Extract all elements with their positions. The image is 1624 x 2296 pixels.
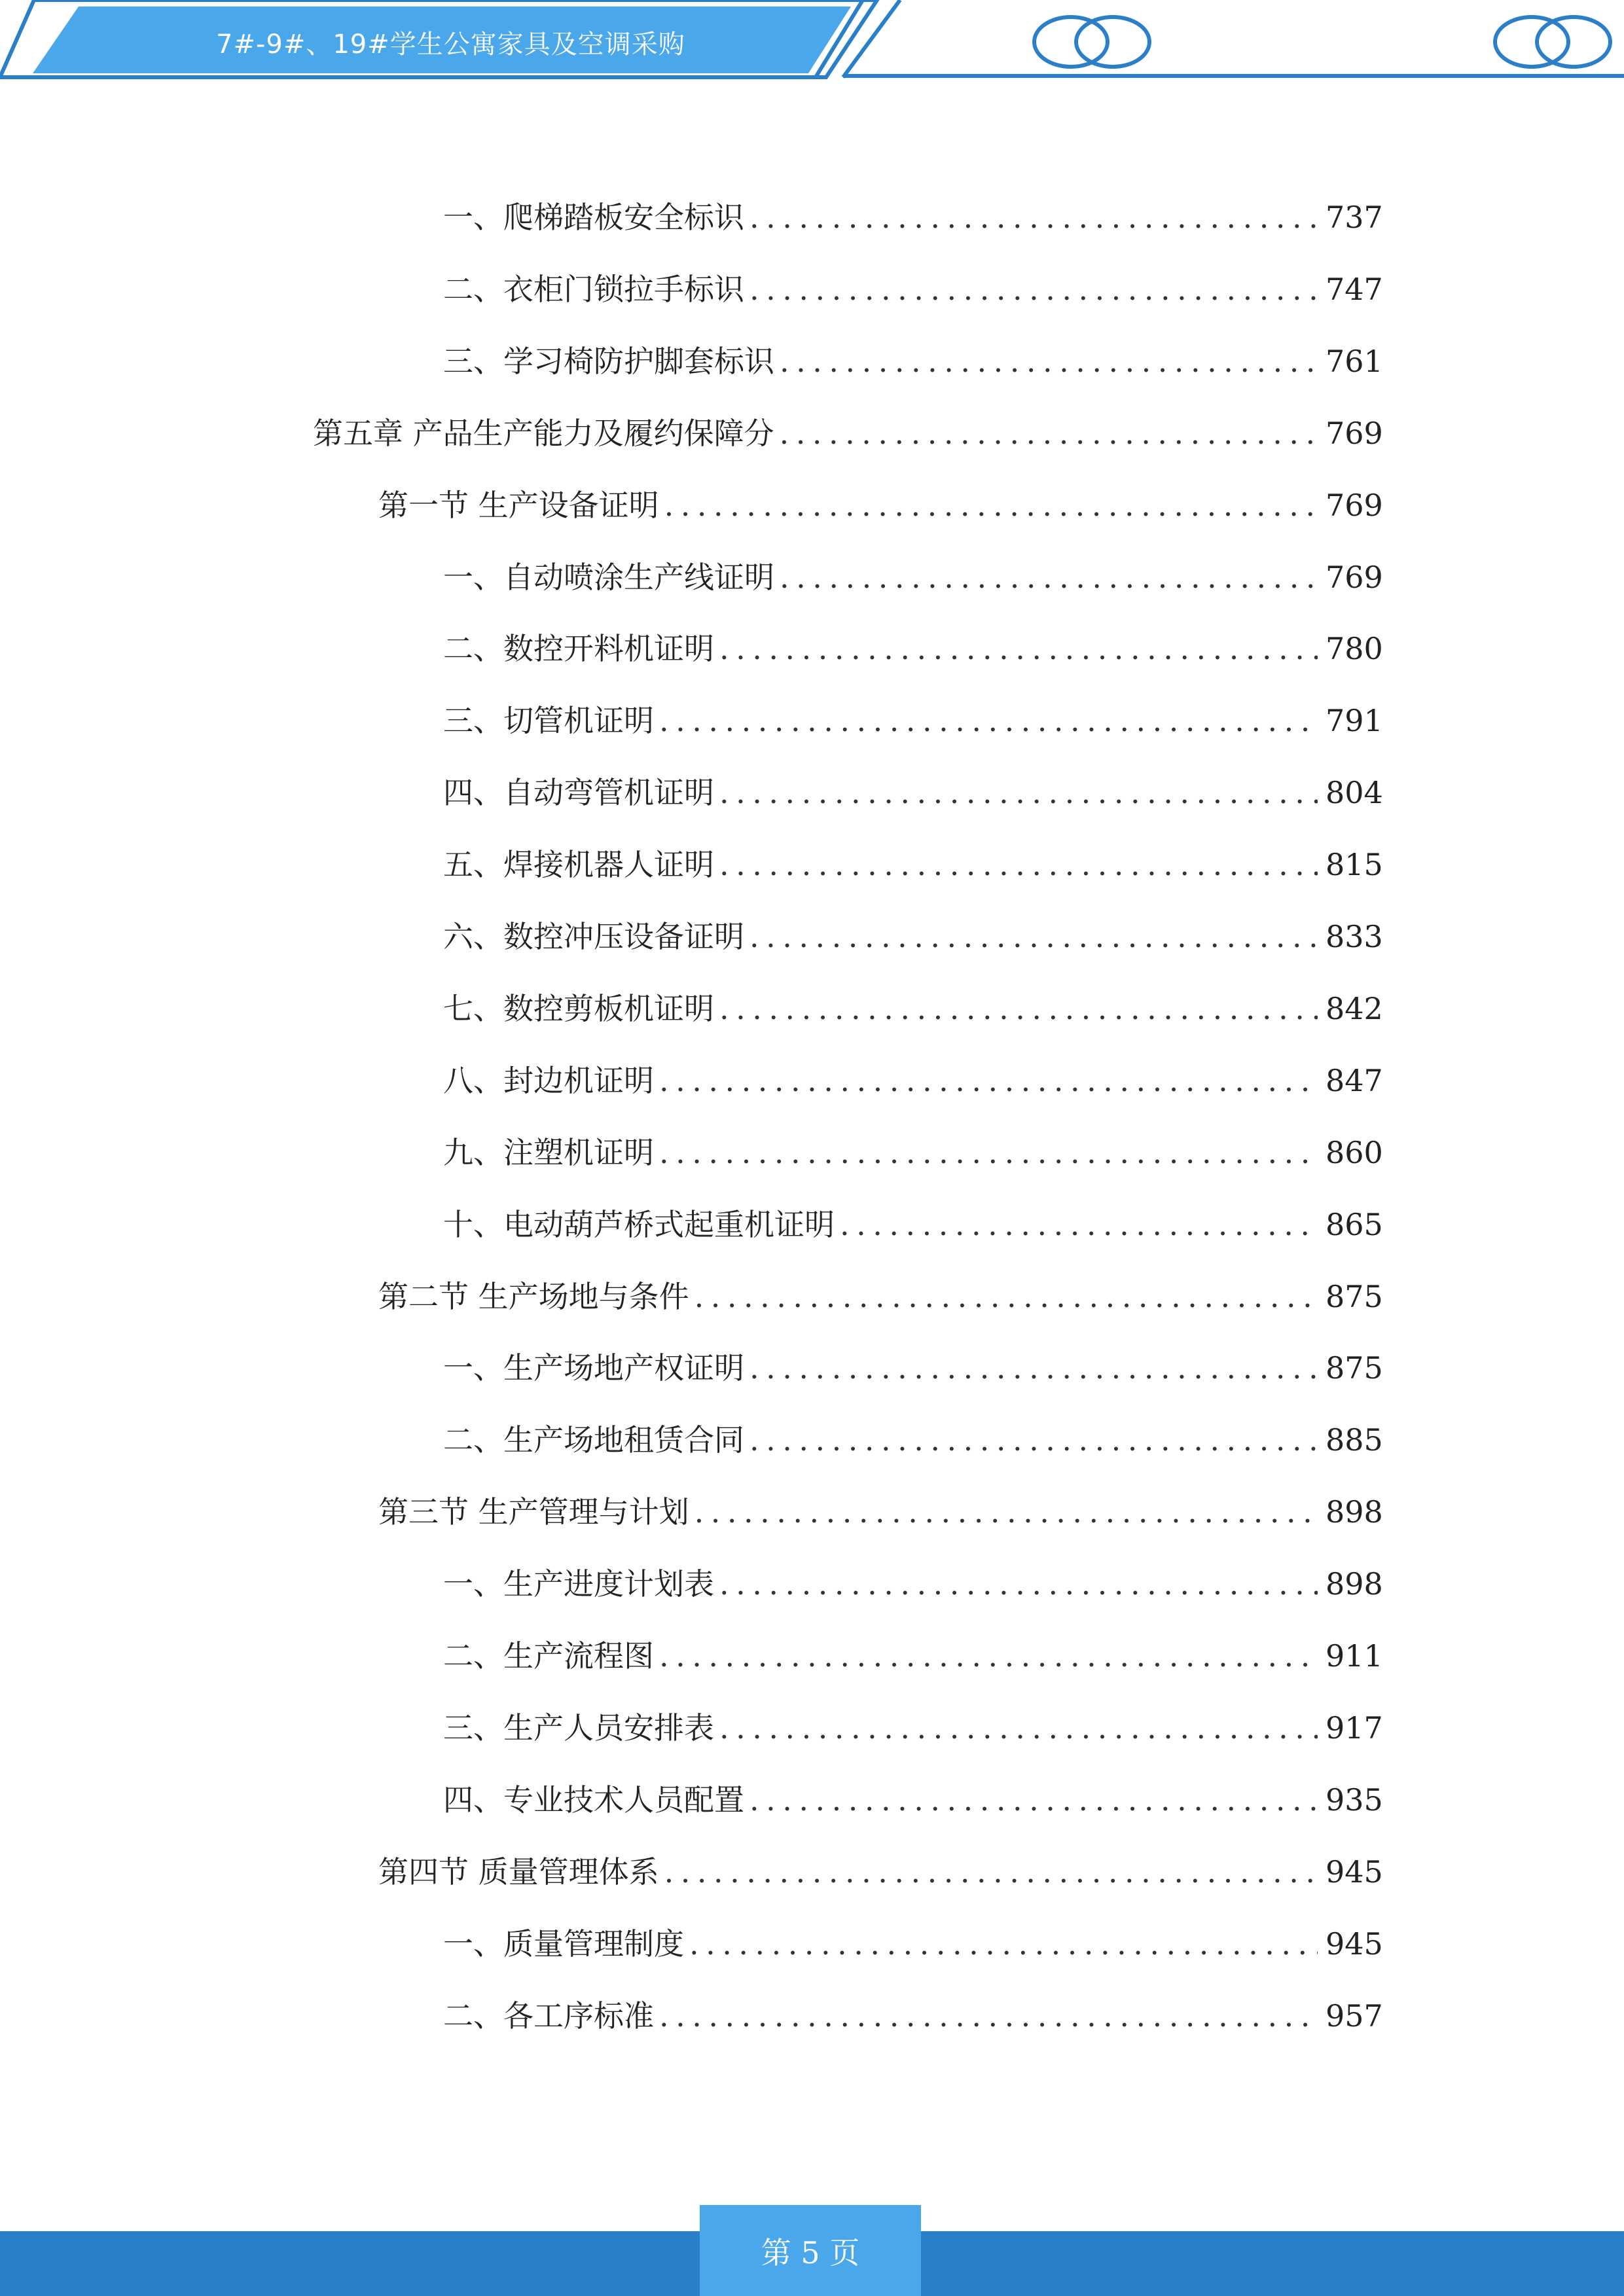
toc-dot-leader <box>659 1126 1318 1179</box>
toc-entry-title: 自动喷涂生产线证明 <box>503 560 774 595</box>
toc-entry-title: 第四节 质量管理体系 <box>378 1854 659 1890</box>
toc-entry-page: 847 <box>1326 1063 1383 1098</box>
toc-entry[interactable] <box>443 910 1383 963</box>
toc-entry-number: 一、 <box>443 1566 503 1602</box>
toc-entry-page: 747 <box>1326 272 1383 307</box>
toc-entry-page: 945 <box>1326 1854 1383 1890</box>
toc-dot-leader <box>719 766 1318 819</box>
toc-entry-title: 生产流程图 <box>503 1638 654 1674</box>
toc-entry-page: 761 <box>1326 344 1383 379</box>
toc-entry-number: 一、 <box>443 560 503 595</box>
toc-entry-number: 二、 <box>443 272 503 307</box>
toc-entry[interactable] <box>443 1774 1383 1826</box>
toc-entry-page: 957 <box>1326 1998 1383 2034</box>
toc-dot-leader <box>659 1630 1318 1682</box>
toc-entry-number: 二、 <box>443 1998 503 2034</box>
toc-entry[interactable] <box>443 191 1383 243</box>
toc-entry[interactable] <box>443 551 1383 603</box>
toc-entry-title: 爬梯踏板安全标识 <box>503 200 744 235</box>
toc-entry-number: 六、 <box>443 919 503 954</box>
toc-entry[interactable] <box>443 982 1383 1035</box>
toc-dot-leader <box>749 191 1318 243</box>
toc-entry[interactable] <box>443 335 1383 387</box>
toc-entry-page: 769 <box>1326 488 1383 523</box>
toc-entry-number: 九、 <box>443 1135 503 1170</box>
toc-entry-page: 769 <box>1326 416 1383 451</box>
toc-dot-leader <box>659 694 1318 747</box>
toc-entry-title: 生产进度计划表 <box>503 1566 714 1602</box>
toc-dot-leader <box>719 622 1318 675</box>
toc-entry[interactable] <box>443 1918 1383 1970</box>
toc-entry-title: 生产场地租赁合同 <box>503 1422 744 1458</box>
toc-dot-leader <box>780 407 1318 459</box>
toc-entry[interactable] <box>443 1630 1383 1682</box>
toc-entry[interactable] <box>443 694 1383 747</box>
toc-entry-number: 二、 <box>443 1638 503 1674</box>
toc-entry[interactable] <box>443 1558 1383 1610</box>
toc-entry-page: 917 <box>1326 1710 1383 1746</box>
toc-entry-page: 945 <box>1326 1926 1383 1962</box>
toc-entry-page: 833 <box>1326 919 1383 954</box>
toc-entry-title: 自动弯管机证明 <box>503 775 714 810</box>
toc-entry-page: 769 <box>1326 560 1383 595</box>
toc-entry-page: 935 <box>1326 1782 1383 1818</box>
toc-entry-title: 焊接机器人证明 <box>503 847 714 882</box>
toc-entry[interactable] <box>443 766 1383 819</box>
toc-entry-title: 第二节 生产场地与条件 <box>378 1279 689 1314</box>
toc-entry-number: 二、 <box>443 1422 503 1458</box>
toc-entry-number: 四、 <box>443 1782 503 1818</box>
toc-entry-page: 898 <box>1326 1566 1383 1602</box>
toc-entry-title: 数控冲压设备证明 <box>503 919 744 954</box>
toc-entry[interactable] <box>443 1126 1383 1179</box>
toc-entry[interactable] <box>443 263 1383 315</box>
toc-dot-leader <box>749 263 1318 315</box>
toc-dot-leader <box>659 1054 1318 1107</box>
toc-dot-leader <box>664 1846 1318 1898</box>
toc-entry-number: 一、 <box>443 200 503 235</box>
toc-entry-number: 五、 <box>443 847 503 882</box>
toc-entry-title: 质量管理制度 <box>503 1926 684 1962</box>
toc-entry-number: 三、 <box>443 344 503 379</box>
toc-entry-title: 数控开料机证明 <box>503 631 714 666</box>
toc-entry-title: 专业技术人员配置 <box>503 1782 744 1818</box>
toc-entry[interactable] <box>378 1846 1383 1898</box>
page-header <box>0 0 1624 85</box>
toc-entry[interactable] <box>443 1702 1383 1754</box>
toc-entry-title: 生产场地产权证明 <box>503 1350 744 1386</box>
toc-entry-title: 生产人员安排表 <box>503 1710 714 1746</box>
toc-entry[interactable] <box>443 622 1383 675</box>
toc-entry-number: 三、 <box>443 703 503 738</box>
toc-dot-leader <box>780 335 1318 387</box>
toc-entry-title: 第一节 生产设备证明 <box>378 488 659 523</box>
toc-dot-leader <box>749 1414 1318 1466</box>
toc-entry[interactable] <box>443 1198 1383 1251</box>
toc-dot-leader <box>719 838 1318 891</box>
toc-entry-title: 注塑机证明 <box>503 1135 654 1170</box>
toc-entry-number: 八、 <box>443 1063 503 1098</box>
toc-entry[interactable] <box>378 479 1383 531</box>
toc-entry-number: 四、 <box>443 775 503 810</box>
toc-entry-number: 一、 <box>443 1350 503 1386</box>
toc-entry-page: 875 <box>1326 1279 1383 1314</box>
toc-entry-page: 860 <box>1326 1135 1383 1170</box>
document-title: 7#-9#、19#学生公寓家具及空调采购 <box>216 29 685 60</box>
toc-entry-page: 885 <box>1326 1422 1383 1458</box>
toc-entry-page: 737 <box>1326 200 1383 235</box>
page-number: 第 5 页 <box>700 2205 921 2296</box>
toc-dot-leader <box>749 1342 1318 1394</box>
toc-entry[interactable] <box>443 1054 1383 1107</box>
toc-entry-title: 各工序标准 <box>503 1998 654 2034</box>
toc-dot-leader <box>719 1702 1318 1754</box>
toc-dot-leader <box>664 479 1318 531</box>
toc-entry[interactable] <box>378 1270 1383 1323</box>
toc-entry-page: 911 <box>1326 1638 1383 1674</box>
toc-entry-page: 875 <box>1326 1350 1383 1386</box>
toc-dot-leader <box>840 1198 1318 1251</box>
toc-entry[interactable] <box>443 1990 1383 2042</box>
toc-dot-leader <box>659 1990 1318 2042</box>
toc-entry[interactable] <box>378 1486 1383 1538</box>
toc-dot-leader <box>695 1486 1318 1538</box>
toc-entry-page: 815 <box>1326 847 1383 882</box>
rings-logo-right <box>1495 17 1610 67</box>
toc-entry-number: 一、 <box>443 1926 503 1962</box>
toc-entry-title: 数控剪板机证明 <box>503 991 714 1026</box>
toc-entry-page: 791 <box>1326 703 1383 738</box>
toc-entry-page: 898 <box>1326 1494 1383 1530</box>
toc-entry[interactable] <box>443 1342 1383 1394</box>
toc-entry[interactable] <box>313 407 1383 459</box>
toc-entry-page: 780 <box>1326 631 1383 666</box>
toc-dot-leader <box>749 910 1318 963</box>
toc-dot-leader <box>719 982 1318 1035</box>
toc-entry-number: 十、 <box>443 1207 503 1242</box>
toc-entry-page: 865 <box>1326 1207 1383 1242</box>
toc-entry-page: 842 <box>1326 991 1383 1026</box>
toc-entry-title: 衣柜门锁拉手标识 <box>503 272 744 307</box>
toc-entry[interactable] <box>443 1414 1383 1466</box>
toc-entry-title: 电动葫芦桥式起重机证明 <box>503 1207 835 1242</box>
toc-entry-number: 七、 <box>443 991 503 1026</box>
toc-dot-leader <box>749 1774 1318 1826</box>
toc-entry-title: 学习椅防护脚套标识 <box>503 344 774 379</box>
toc-dot-leader <box>780 551 1318 603</box>
toc-dot-leader <box>689 1918 1318 1970</box>
rings-logo-left <box>1034 17 1149 67</box>
toc-entry-title: 第五章 产品生产能力及履约保障分 <box>313 416 774 451</box>
toc-entry-title: 第三节 生产管理与计划 <box>378 1494 689 1530</box>
toc-entry-number: 二、 <box>443 631 503 666</box>
toc-entry-title: 封边机证明 <box>503 1063 654 1098</box>
toc-dot-leader <box>719 1558 1318 1610</box>
toc-dot-leader <box>695 1270 1318 1323</box>
toc-entry[interactable] <box>443 838 1383 891</box>
toc-entry-page: 804 <box>1326 775 1383 810</box>
toc-entry-number: 三、 <box>443 1710 503 1746</box>
toc-entry-title: 切管机证明 <box>503 703 654 738</box>
